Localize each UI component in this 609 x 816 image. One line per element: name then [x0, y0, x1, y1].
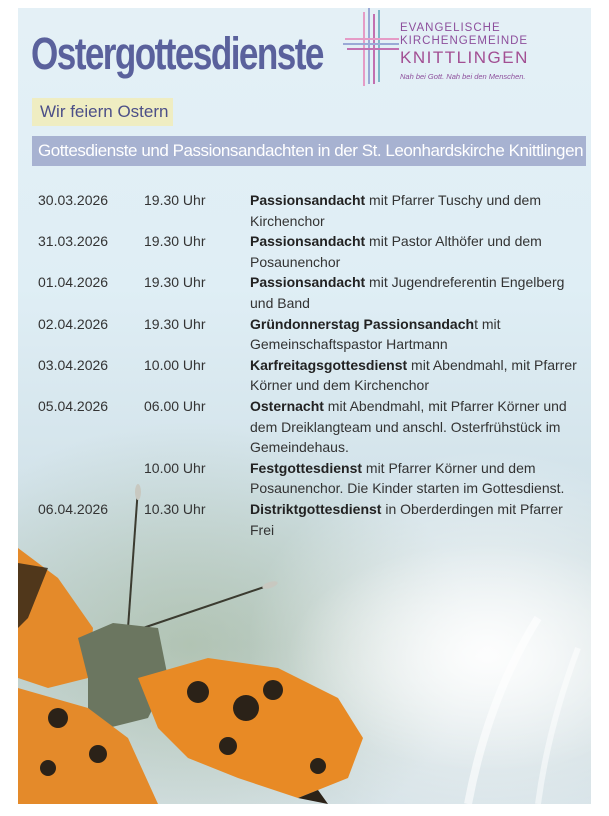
logo-line-2: KIRCHENGEMEINDE — [400, 35, 529, 47]
schedule-time: 19.30 Uhr — [144, 315, 206, 332]
service-name: Gründonnerstag Passionsandach — [250, 315, 475, 332]
service-details: t mit Gemeinschaftspastor Hartmann — [250, 315, 501, 353]
service-name: Festgottesdienst — [250, 459, 363, 476]
banner: Gottesdienste und Passionsandachten in der St. Leonhardskirche Knittlingen — [32, 136, 586, 166]
poster — [18, 8, 591, 804]
schedule-time: 06.00 Uhr — [144, 397, 206, 414]
logo-line-1: EVANGELISCHE — [400, 22, 501, 34]
schedule-date: 05.04.2026 — [38, 397, 109, 414]
page-title: Ostergottesdienste — [31, 28, 323, 79]
schedule-date: 02.04.2026 — [38, 315, 109, 332]
service-details: mit Pfarrer Körner und dem — [365, 459, 536, 476]
logo-line-3: KNITTLINGEN — [400, 48, 529, 67]
schedule-description — [250, 231, 590, 272]
schedule-row — [38, 355, 591, 396]
schedule-description — [250, 190, 590, 231]
service-details: mit Jugendreferentin Engelberg und Band — [250, 274, 565, 311]
schedule-time: 10.00 Uhr — [144, 356, 206, 373]
church-logo — [343, 8, 588, 88]
schedule-date: 01.04.2026 — [38, 274, 109, 291]
cross-icon — [343, 8, 399, 88]
schedule-row — [38, 396, 591, 458]
service-name: Passionsandacht — [250, 274, 366, 291]
service-details: mit Pastor Althöfer und dem Posaunenchor — [250, 233, 542, 270]
service-details: mit Pfarrer Tuschy und dem Kirchenchor — [250, 192, 541, 229]
service-name: Karfreitagsgottesdienst — [250, 356, 408, 373]
schedule-description — [250, 314, 590, 355]
schedule-row — [38, 272, 591, 313]
schedule-time: 10.00 Uhr — [144, 459, 206, 476]
schedule-row — [38, 231, 591, 272]
service-name: Passionsandacht — [250, 233, 366, 250]
service-name: Passionsandacht — [250, 192, 366, 208]
subtitle-badge: Wir feiern Ostern — [32, 98, 173, 126]
logo-text — [400, 22, 529, 67]
service-name: Osternacht — [250, 397, 324, 414]
service-details: mit Abendmahl, mit Pfarrer Körner und dem Dreiklangteam und anschl. Osterfrühstück im Gemeindehaus. — [250, 397, 567, 456]
schedule-time: 19.30 Uhr — [144, 274, 206, 291]
logo-tagline: Nah bei Gott. Nah bei den Menschen. — [400, 72, 526, 81]
schedule-row — [38, 314, 591, 355]
butterfly-image — [18, 478, 591, 804]
schedule-time: 19.30 Uhr — [144, 233, 206, 250]
schedule-date: 31.03.2026 — [38, 233, 109, 250]
schedule-description — [250, 355, 590, 396]
schedule-description — [250, 396, 590, 458]
schedule-row — [38, 190, 591, 231]
schedule-time: 19.30 Uhr — [144, 192, 206, 208]
schedule-date: 03.04.2026 — [38, 356, 109, 373]
schedule-description — [250, 272, 590, 313]
schedule-date: 30.03.2026 — [38, 192, 109, 208]
service-details: mit Abendmahl, mit Pfarrer Körner und dem Kirchenchor — [250, 356, 577, 394]
